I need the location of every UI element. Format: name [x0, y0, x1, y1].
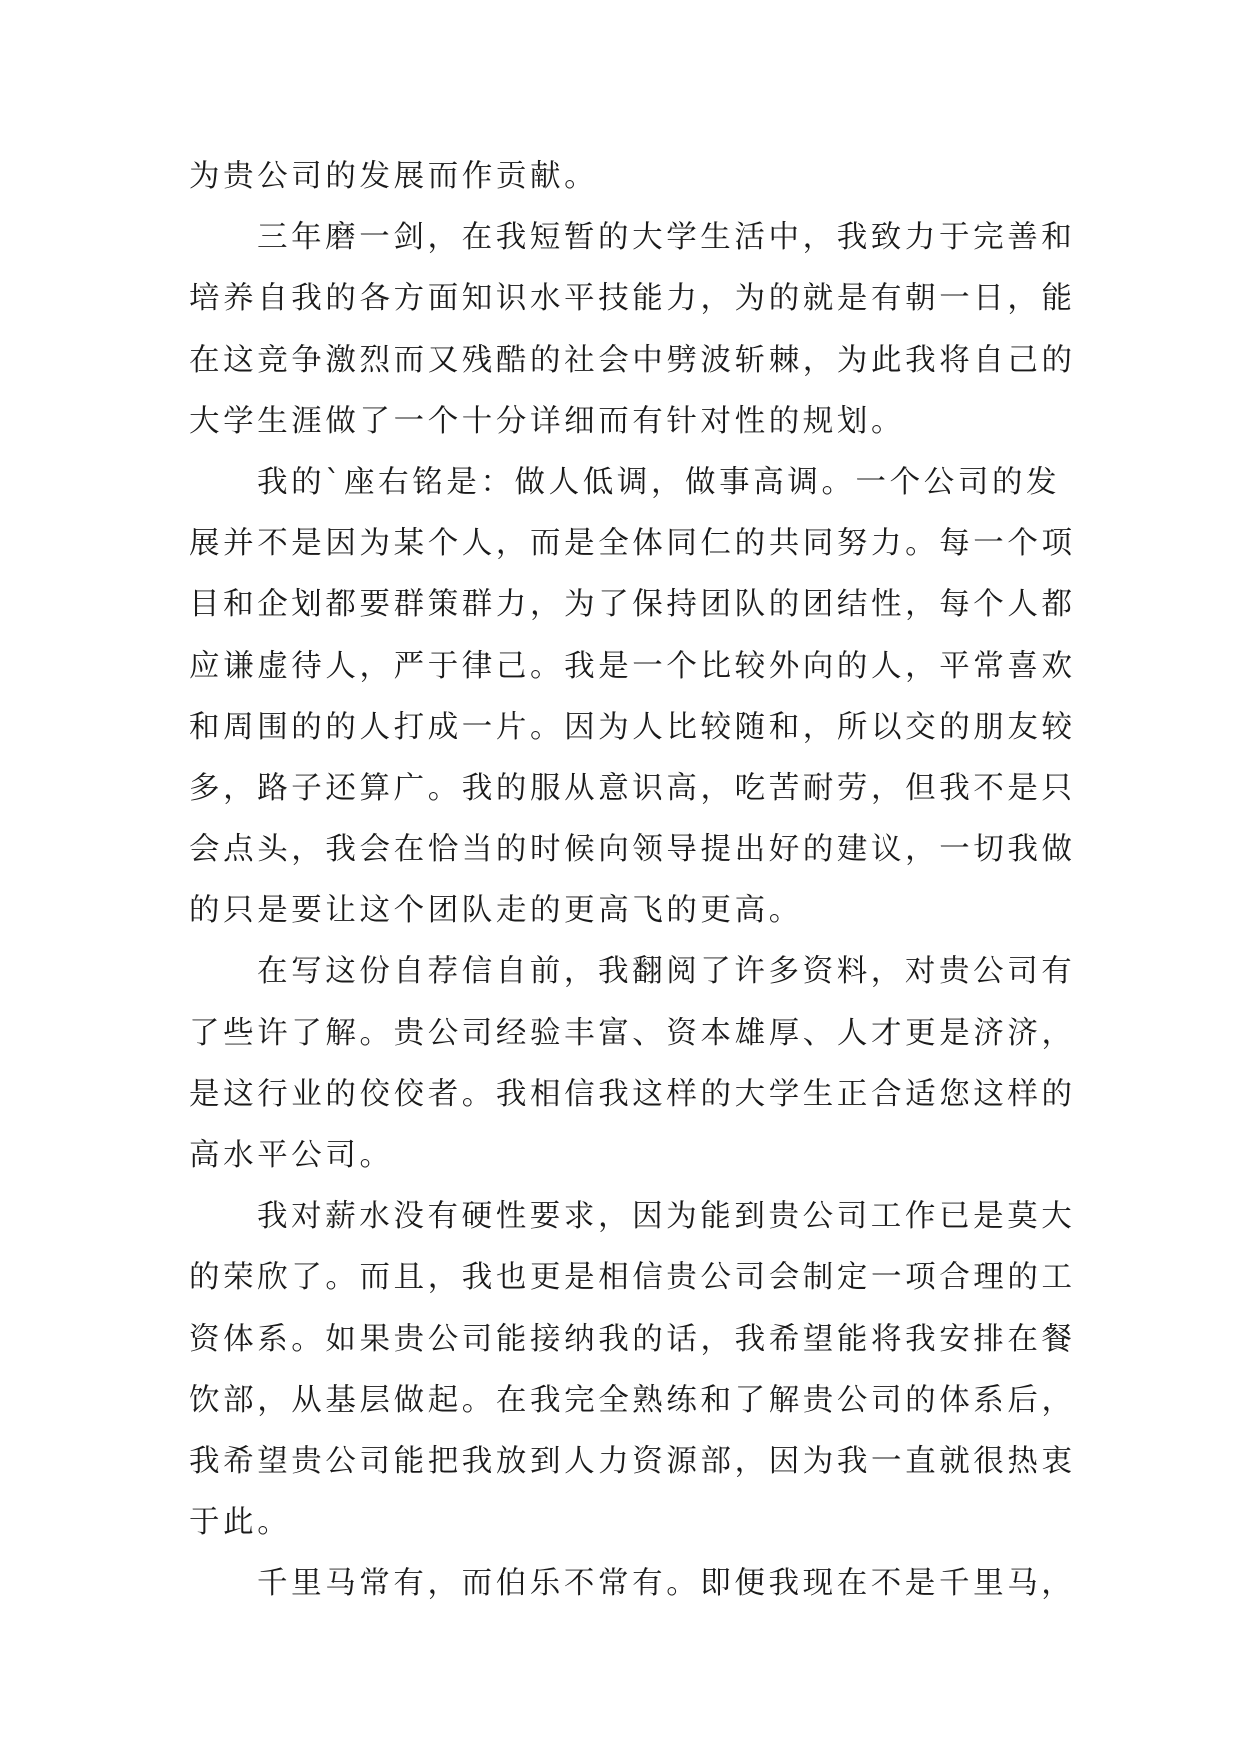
text-line: 为贵公司的发展而作贡献。 — [189, 159, 599, 194]
text-line: 是这行业的佼佼者。我相信我这样的大学生正合适您这样的 — [189, 1076, 1076, 1112]
text-line: 在这竞争激烈而又残酷的社会中劈波斩棘，为此我将自己的 — [189, 342, 1076, 378]
text-line: 的只是要让这个团队走的更高飞的更高。 — [189, 893, 803, 929]
text-line: 多，路子还算广。我的服从意识高，吃苦耐劳，但我不是只 — [189, 770, 1076, 806]
text-line: 展并不是因为某个人，而是全体同仁的共同努力。每一个项 — [189, 526, 1076, 562]
body-text — [189, 157, 1076, 1626]
text-line: 应谦虚待人，严于律己。我是一个比较外向的人，平常喜欢 — [189, 648, 1076, 684]
text-line: 高水平公司。 — [189, 1138, 394, 1173]
text-line: 在写这份自荐信自前，我翻阅了许多资料，对贵公司有 — [257, 954, 1076, 990]
text-line: 的荣欣了。而且，我也更是相信贵公司会制定一项合理的工 — [189, 1260, 1076, 1296]
text-line: 目和企划都要群策群力，为了保持团队的团结性，每个人都 — [189, 587, 1076, 623]
text-line: 于此。 — [189, 1505, 292, 1541]
text-line: 培养自我的各方面知识水平技能力，为的就是有朝一日，能 — [189, 281, 1076, 317]
text-line: 资体系。如果贵公司能接纳我的话，我希望能将我安排在餐 — [189, 1321, 1076, 1357]
text-line: 会点头，我会在恰当的时候向领导提出好的建议，一切我做 — [189, 832, 1076, 868]
text-line: 三年磨一剑，在我短暂的大学生活中，我致力于完善和 — [257, 220, 1076, 256]
text-line: 了些许了解。贵公司经验丰富、资本雄厚、人才更是济济， — [189, 1015, 1076, 1051]
text-line: 我对薪水没有硬性要求，因为能到贵公司工作已是莫大 — [257, 1199, 1076, 1235]
text-line: 我的`座右铭是：做人低调，做事高调。一个公司的发 — [257, 464, 1061, 500]
text-line: 和周围的的人打成一片。因为人比较随和，所以交的朋友较 — [189, 709, 1076, 745]
text-line: 饮部，从基层做起。在我完全熟练和了解贵公司的体系后， — [189, 1382, 1076, 1418]
text-line: 千里马常有，而伯乐不常有。即便我现在不是千里马， — [257, 1566, 1076, 1602]
text-line: 我希望贵公司能把我放到人力资源部，因为我一直就很热衷 — [189, 1443, 1076, 1479]
text-line: 大学生涯做了一个十分详细而有针对性的规划。 — [189, 403, 906, 439]
